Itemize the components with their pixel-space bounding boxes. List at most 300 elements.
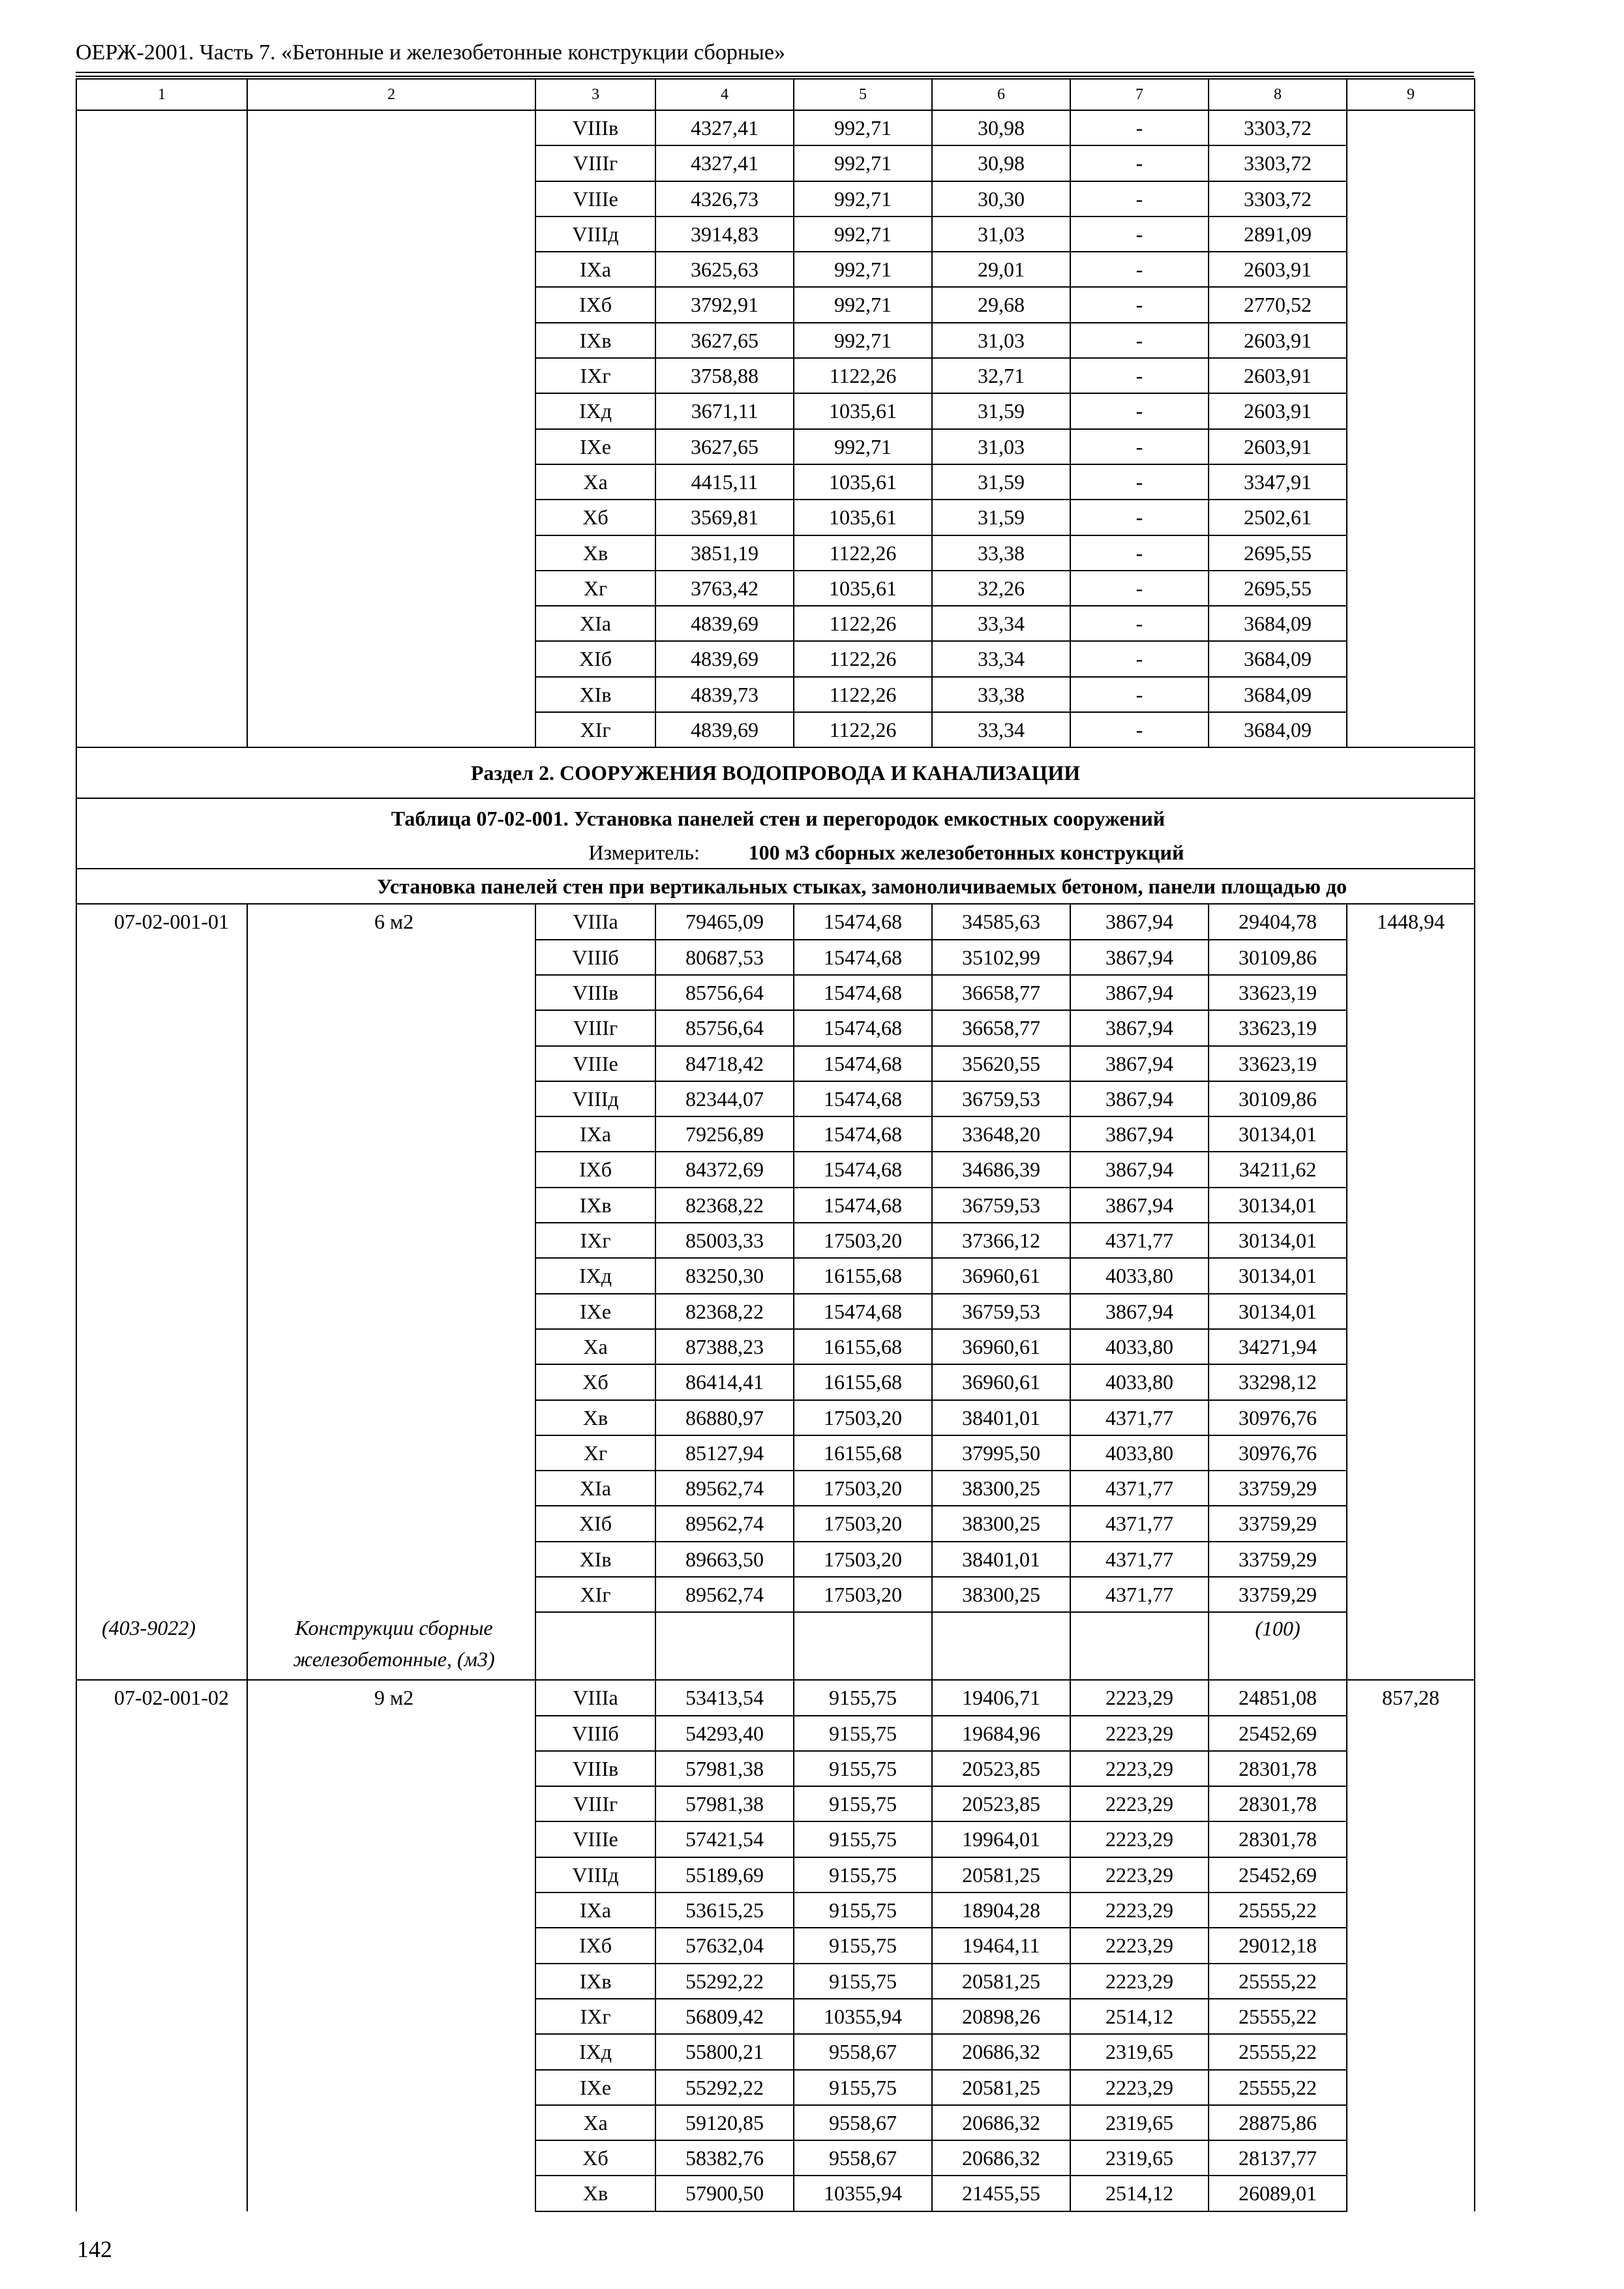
materials-cost-cell: 25452,69 (1209, 1716, 1347, 1751)
column-number-8: 8 (1209, 79, 1347, 110)
operator-wage-cell: 3867,94 (1070, 1010, 1209, 1045)
zone-cell: IXв (535, 1188, 655, 1223)
zone-cell: VIIIг (535, 1786, 655, 1821)
total-cost-cell: 89562,74 (655, 1577, 794, 1612)
machine-cost-cell: 20686,32 (932, 2140, 1070, 2176)
materials-cost-cell: 30134,01 (1209, 1223, 1347, 1258)
materials-cost-cell: 28875,86 (1209, 2105, 1347, 2140)
machine-cost-cell: 31,03 (932, 323, 1070, 358)
operator-wage-cell: 2223,29 (1070, 2070, 1209, 2105)
machine-cost-cell: 34585,63 (932, 904, 1070, 939)
labor-cost-cell: 17503,20 (794, 1223, 932, 1258)
materials-cost-cell: 28137,77 (1209, 2140, 1347, 2176)
zone-cell: IXд (535, 393, 655, 428)
operator-wage-cell: - (1070, 181, 1209, 217)
operator-wage-cell: 2223,29 (1070, 1964, 1209, 1999)
labor-cost-cell: 9558,67 (794, 2034, 932, 2069)
materials-cost-cell: 30134,01 (1209, 1188, 1347, 1223)
machine-cost-cell: 33,38 (932, 535, 1070, 571)
total-cost-cell: 86414,41 (655, 1364, 794, 1399)
page-number: 142 (77, 2236, 112, 2262)
empty-cell (535, 1612, 655, 1680)
zone-cell: VIIIа (535, 1680, 655, 1715)
operator-wage-cell: 4371,77 (1070, 1223, 1209, 1258)
rate-name: 9 м2 (247, 1680, 535, 2211)
total-cost-cell: 57981,38 (655, 1786, 794, 1821)
operator-wage-cell: - (1070, 464, 1209, 500)
zone-cell: VIIIб (535, 940, 655, 975)
labor-cost-cell: 17503,20 (794, 1506, 932, 1541)
materials-cost-cell: 30109,86 (1209, 940, 1347, 975)
machine-cost-cell: 20523,85 (932, 1751, 1070, 1786)
total-cost-cell: 55292,22 (655, 2070, 794, 2105)
price-table (76, 78, 1475, 2212)
materials-cost-cell: 3303,72 (1209, 110, 1347, 145)
labor-cost-cell: 9155,75 (794, 1751, 932, 1786)
total-cost-cell: 4326,73 (655, 181, 794, 217)
rate-code: 07-02-001-02 (76, 1680, 247, 2211)
meter-cell (76, 839, 1475, 869)
labor-cost-cell: 1122,26 (794, 535, 932, 571)
machine-cost-cell: 36658,77 (932, 975, 1070, 1010)
total-cost-cell: 58382,76 (655, 2140, 794, 2176)
labor-cost-cell: 1122,26 (794, 712, 932, 747)
zone-cell: VIIIб (535, 1716, 655, 1751)
operator-wage-cell: 4371,77 (1070, 1577, 1209, 1612)
operator-wage-cell: 3867,94 (1070, 1294, 1209, 1329)
empty-cell (794, 1612, 932, 1680)
zone-cell: IXг (535, 358, 655, 393)
empty-cell (655, 1612, 794, 1680)
materials-cost-cell: 3684,09 (1209, 677, 1347, 712)
labor-hours-cell (1347, 110, 1475, 747)
column-number-7: 7 (1070, 79, 1209, 110)
zone-cell: IXв (535, 323, 655, 358)
materials-cost-cell: 29404,78 (1209, 904, 1347, 939)
materials-cost-cell: 2891,09 (1209, 217, 1347, 252)
labor-cost-cell: 15474,68 (794, 1046, 932, 1081)
zone-cell: Xб (535, 2140, 655, 2176)
operator-wage-cell: - (1070, 677, 1209, 712)
labor-cost-cell: 992,71 (794, 110, 932, 145)
labor-cost-cell: 1035,61 (794, 393, 932, 428)
column-number-row (76, 79, 1475, 110)
operator-wage-cell: 4371,77 (1070, 1471, 1209, 1506)
total-cost-cell: 53615,25 (655, 1893, 794, 1928)
column-number-5: 5 (794, 79, 932, 110)
materials-cost-cell: 2695,55 (1209, 571, 1347, 606)
total-cost-cell: 84372,69 (655, 1152, 794, 1187)
machine-cost-cell: 33,34 (932, 712, 1070, 747)
operator-wage-cell: 3867,94 (1070, 1081, 1209, 1116)
labor-cost-cell: 992,71 (794, 252, 932, 287)
materials-cost-cell: 25555,22 (1209, 1999, 1347, 2034)
total-cost-cell: 3569,81 (655, 500, 794, 535)
materials-cost-cell: 25555,22 (1209, 1893, 1347, 1928)
machine-cost-cell: 32,71 (932, 358, 1070, 393)
total-cost-cell: 4839,69 (655, 641, 794, 676)
machine-cost-cell: 38401,01 (932, 1400, 1070, 1435)
empty-cell (932, 1612, 1070, 1680)
operator-wage-cell: - (1070, 110, 1209, 145)
machine-cost-cell: 36960,61 (932, 1258, 1070, 1293)
operator-wage-cell: - (1070, 393, 1209, 428)
materials-cost-cell: 25555,22 (1209, 2070, 1347, 2105)
total-cost-cell: 3627,65 (655, 323, 794, 358)
operator-wage-cell: - (1070, 712, 1209, 747)
total-cost-cell: 57981,38 (655, 1751, 794, 1786)
materials-cost-cell: 2603,91 (1209, 358, 1347, 393)
zone-cell: IXа (535, 1893, 655, 1928)
machine-cost-cell: 19684,96 (932, 1716, 1070, 1751)
zone-cell: IXд (535, 1258, 655, 1293)
materials-cost-cell: 33759,29 (1209, 1506, 1347, 1541)
total-cost-cell: 57632,04 (655, 1928, 794, 1963)
operator-wage-cell: 2223,29 (1070, 1928, 1209, 1963)
zone-cell: VIIIе (535, 1046, 655, 1081)
zone-cell: Xа (535, 2105, 655, 2140)
material-note-row (76, 1612, 1475, 1680)
total-cost-cell: 3671,11 (655, 393, 794, 428)
table-title-row (76, 798, 1475, 839)
labor-cost-cell: 15474,68 (794, 904, 932, 939)
operator-wage-cell: - (1070, 217, 1209, 252)
materials-cost-cell: 30976,76 (1209, 1435, 1347, 1471)
total-cost-cell: 3914,83 (655, 217, 794, 252)
machine-cost-cell: 20581,25 (932, 2070, 1070, 2105)
operator-wage-cell: 2319,65 (1070, 2105, 1209, 2140)
operator-wage-cell: 3867,94 (1070, 940, 1209, 975)
total-cost-cell: 82368,22 (655, 1294, 794, 1329)
name-cell (247, 110, 535, 747)
materials-cost-cell: 30134,01 (1209, 1258, 1347, 1293)
labor-cost-cell: 16155,68 (794, 1364, 932, 1399)
operator-wage-cell: 4033,80 (1070, 1258, 1209, 1293)
labor-cost-cell: 992,71 (794, 287, 932, 322)
machine-cost-cell: 18904,28 (932, 1893, 1070, 1928)
table-row (76, 904, 1475, 939)
materials-cost-cell: 28301,78 (1209, 1786, 1347, 1821)
zone-cell: VIIIв (535, 975, 655, 1010)
total-cost-cell: 86880,97 (655, 1400, 794, 1435)
machine-cost-cell: 19464,11 (932, 1928, 1070, 1963)
operator-wage-cell: - (1070, 429, 1209, 464)
total-cost-cell: 84718,42 (655, 1046, 794, 1081)
zone-cell: IXв (535, 1964, 655, 1999)
machine-cost-cell: 38401,01 (932, 1542, 1070, 1577)
materials-cost-cell: 34271,94 (1209, 1329, 1347, 1364)
materials-cost-cell: 33298,12 (1209, 1364, 1347, 1399)
total-cost-cell: 82368,22 (655, 1188, 794, 1223)
machine-cost-cell: 21455,55 (932, 2176, 1070, 2211)
labor-cost-cell: 9558,67 (794, 2105, 932, 2140)
header-rule-second (76, 76, 1474, 77)
zone-cell: XIв (535, 677, 655, 712)
zone-cell: Xг (535, 571, 655, 606)
zone-cell: VIIIв (535, 110, 655, 145)
materials-cost-cell: 3684,09 (1209, 606, 1347, 641)
total-cost-cell: 53413,54 (655, 1680, 794, 1715)
total-cost-cell: 4839,69 (655, 712, 794, 747)
total-cost-cell: 85756,64 (655, 975, 794, 1010)
labor-cost-cell: 1122,26 (794, 358, 932, 393)
labor-cost-cell: 10355,94 (794, 2176, 932, 2211)
machine-cost-cell: 36960,61 (932, 1329, 1070, 1364)
zone-cell: IXб (535, 1152, 655, 1187)
materials-cost-cell: 30109,86 (1209, 1081, 1347, 1116)
zone-cell: VIIIд (535, 1857, 655, 1893)
zone-cell: Xа (535, 1329, 655, 1364)
machine-cost-cell: 36759,53 (932, 1081, 1070, 1116)
operator-wage-cell: 2514,12 (1070, 1999, 1209, 2034)
machine-cost-cell: 20898,26 (932, 1999, 1070, 2034)
total-cost-cell: 82344,07 (655, 1081, 794, 1116)
zone-cell: XIа (535, 1471, 655, 1506)
operator-wage-cell: 3867,94 (1070, 975, 1209, 1010)
operator-wage-cell: 2223,29 (1070, 1857, 1209, 1893)
table-row (76, 110, 1475, 145)
materials-cost-cell: 2770,52 (1209, 287, 1347, 322)
machine-cost-cell: 30,98 (932, 110, 1070, 145)
labor-cost-cell: 9155,75 (794, 1964, 932, 1999)
material-quantity: (100) (1209, 1612, 1347, 1680)
material-code: (403-9022) (76, 1612, 247, 1680)
materials-cost-cell: 25555,22 (1209, 2034, 1347, 2069)
labor-hours-cell: 857,28 (1347, 1680, 1475, 2211)
labor-cost-cell: 16155,68 (794, 1329, 932, 1364)
labor-cost-cell: 17503,20 (794, 1542, 932, 1577)
zone-cell: VIIIг (535, 145, 655, 181)
machine-cost-cell: 37366,12 (932, 1223, 1070, 1258)
total-cost-cell: 4839,69 (655, 606, 794, 641)
materials-cost-cell: 34211,62 (1209, 1152, 1347, 1187)
machine-cost-cell: 33,34 (932, 606, 1070, 641)
labor-cost-cell: 1122,26 (794, 677, 932, 712)
total-cost-cell: 89663,50 (655, 1542, 794, 1577)
total-cost-cell: 89562,74 (655, 1506, 794, 1541)
materials-cost-cell: 33623,19 (1209, 1046, 1347, 1081)
zone-cell: IXа (535, 252, 655, 287)
zone-cell: VIIIе (535, 181, 655, 217)
material-name: Конструкции сборные железобетонные, (м3) (247, 1612, 535, 1680)
zone-cell: XIг (535, 1577, 655, 1612)
zone-cell: Xа (535, 464, 655, 500)
meter-label: Измеритель: (588, 841, 700, 865)
machine-cost-cell: 35620,55 (932, 1046, 1070, 1081)
operator-wage-cell: - (1070, 145, 1209, 181)
rate-name: 6 м2 (247, 904, 535, 1612)
operator-wage-cell: - (1070, 535, 1209, 571)
machine-cost-cell: 36759,53 (932, 1188, 1070, 1223)
materials-cost-cell: 2695,55 (1209, 535, 1347, 571)
machine-cost-cell: 20581,25 (932, 1857, 1070, 1893)
total-cost-cell: 3627,65 (655, 429, 794, 464)
labor-cost-cell: 9155,75 (794, 1716, 932, 1751)
labor-cost-cell: 992,71 (794, 323, 932, 358)
zone-cell: VIIIе (535, 1821, 655, 1857)
materials-cost-cell: 26089,01 (1209, 2176, 1347, 2211)
labor-cost-cell: 9155,75 (794, 1928, 932, 1963)
labor-cost-cell: 992,71 (794, 145, 932, 181)
labor-cost-cell: 15474,68 (794, 1010, 932, 1045)
materials-cost-cell: 25452,69 (1209, 1857, 1347, 1893)
zone-cell: IXг (535, 1999, 655, 2034)
machine-cost-cell: 33,38 (932, 677, 1070, 712)
total-cost-cell: 57421,54 (655, 1821, 794, 1857)
section-title: Раздел 2. СООРУЖЕНИЯ ВОДОПРОВОДА И КАНАЛИЗАЦИИ (76, 747, 1475, 798)
zone-cell: IXб (535, 1928, 655, 1963)
total-cost-cell: 3625,63 (655, 252, 794, 287)
labor-cost-cell: 16155,68 (794, 1258, 932, 1293)
labor-cost-cell: 992,71 (794, 217, 932, 252)
zone-cell: Xв (535, 1400, 655, 1435)
zone-cell: IXе (535, 1294, 655, 1329)
machine-cost-cell: 20686,32 (932, 2034, 1070, 2069)
total-cost-cell: 87388,23 (655, 1329, 794, 1364)
operator-wage-cell: - (1070, 252, 1209, 287)
operator-wage-cell: 2223,29 (1070, 1716, 1209, 1751)
machine-cost-cell: 31,03 (932, 217, 1070, 252)
machine-cost-cell: 35102,99 (932, 940, 1070, 975)
column-number-2: 2 (247, 79, 535, 110)
materials-cost-cell: 28301,78 (1209, 1821, 1347, 1857)
code-cell (76, 110, 247, 747)
machine-cost-cell: 29,68 (932, 287, 1070, 322)
materials-cost-cell: 33759,29 (1209, 1542, 1347, 1577)
table-subtitle-row (76, 869, 1475, 904)
labor-cost-cell: 15474,68 (794, 940, 932, 975)
materials-cost-cell: 30134,01 (1209, 1294, 1347, 1329)
machine-cost-cell: 38300,25 (932, 1577, 1070, 1612)
labor-cost-cell: 15474,68 (794, 1116, 932, 1152)
operator-wage-cell: - (1070, 358, 1209, 393)
machine-cost-cell: 33648,20 (932, 1116, 1070, 1152)
operator-wage-cell: 2223,29 (1070, 1680, 1209, 1715)
labor-cost-cell: 10355,94 (794, 1999, 932, 2034)
operator-wage-cell: - (1070, 571, 1209, 606)
total-cost-cell: 85003,33 (655, 1223, 794, 1258)
zone-cell: VIIIд (535, 217, 655, 252)
labor-cost-cell: 9155,75 (794, 1786, 932, 1821)
operator-wage-cell: 4033,80 (1070, 1435, 1209, 1471)
operator-wage-cell: - (1070, 606, 1209, 641)
table-subtitle: Установка панелей стен при вертикальных стыках, замоноличиваемых бетоном, панели площадью до (76, 869, 1475, 904)
labor-cost-cell: 1122,26 (794, 606, 932, 641)
zone-cell: Xб (535, 1364, 655, 1399)
operator-wage-cell: 2319,65 (1070, 2034, 1209, 2069)
zone-cell: VIIIв (535, 1751, 655, 1786)
labor-cost-cell: 15474,68 (794, 975, 932, 1010)
machine-cost-cell: 30,98 (932, 145, 1070, 181)
labor-hours-cell: 1448,94 (1347, 904, 1475, 1680)
operator-wage-cell: 3867,94 (1070, 1116, 1209, 1152)
column-number-9: 9 (1347, 79, 1475, 110)
machine-cost-cell: 32,26 (932, 571, 1070, 606)
empty-cell (1070, 1612, 1209, 1680)
table-row (76, 1680, 1475, 1715)
zone-cell: Xб (535, 500, 655, 535)
machine-cost-cell: 20686,32 (932, 2105, 1070, 2140)
operator-wage-cell: 4371,77 (1070, 1542, 1209, 1577)
total-cost-cell: 4327,41 (655, 110, 794, 145)
section-title-row (76, 747, 1475, 798)
total-cost-cell: 80687,53 (655, 940, 794, 975)
total-cost-cell: 79465,09 (655, 904, 794, 939)
labor-cost-cell: 15474,68 (794, 1188, 932, 1223)
operator-wage-cell: 2223,29 (1070, 1786, 1209, 1821)
machine-cost-cell: 37995,50 (932, 1435, 1070, 1471)
zone-cell: Xв (535, 535, 655, 571)
operator-wage-cell: 2223,29 (1070, 1751, 1209, 1786)
materials-cost-cell: 33623,19 (1209, 1010, 1347, 1045)
operator-wage-cell: 3867,94 (1070, 1188, 1209, 1223)
machine-cost-cell: 30,30 (932, 181, 1070, 217)
labor-cost-cell: 17503,20 (794, 1577, 932, 1612)
column-number-3: 3 (535, 79, 655, 110)
meter-value: 100 м3 сборных железобетонных конструкций (748, 841, 1184, 865)
total-cost-cell: 79256,89 (655, 1116, 794, 1152)
zone-cell: IXе (535, 2070, 655, 2105)
operator-wage-cell: 4371,77 (1070, 1506, 1209, 1541)
operator-wage-cell: - (1070, 641, 1209, 676)
total-cost-cell: 55800,21 (655, 2034, 794, 2069)
labor-cost-cell: 15474,68 (794, 1152, 932, 1187)
labor-cost-cell: 9155,75 (794, 1893, 932, 1928)
zone-cell: IXд (535, 2034, 655, 2069)
operator-wage-cell: 2514,12 (1070, 2176, 1209, 2211)
labor-cost-cell: 1035,61 (794, 500, 932, 535)
labor-cost-cell: 9155,75 (794, 1857, 932, 1893)
machine-cost-cell: 29,01 (932, 252, 1070, 287)
zone-cell: Xв (535, 2176, 655, 2211)
total-cost-cell: 3851,19 (655, 535, 794, 571)
labor-cost-cell: 9558,67 (794, 2140, 932, 2176)
labor-cost-cell: 992,71 (794, 181, 932, 217)
machine-cost-cell: 31,59 (932, 393, 1070, 428)
operator-wage-cell: - (1070, 323, 1209, 358)
labor-cost-cell: 1035,61 (794, 571, 932, 606)
operator-wage-cell: 3867,94 (1070, 904, 1209, 939)
labor-cost-cell: 1035,61 (794, 464, 932, 500)
materials-cost-cell: 25555,22 (1209, 1964, 1347, 1999)
zone-cell: XIг (535, 712, 655, 747)
labor-cost-cell: 9155,75 (794, 1680, 932, 1715)
labor-cost-cell: 15474,68 (794, 1294, 932, 1329)
machine-cost-cell: 36960,61 (932, 1364, 1070, 1399)
materials-cost-cell: 29012,18 (1209, 1928, 1347, 1963)
labor-cost-cell: 992,71 (794, 429, 932, 464)
rate-code: 07-02-001-01 (76, 904, 247, 1612)
operator-wage-cell: 4033,80 (1070, 1329, 1209, 1364)
machine-cost-cell: 36658,77 (932, 1010, 1070, 1045)
materials-cost-cell: 30976,76 (1209, 1400, 1347, 1435)
total-cost-cell: 56809,42 (655, 1999, 794, 2034)
labor-cost-cell: 17503,20 (794, 1471, 932, 1506)
zone-cell: XIв (535, 1542, 655, 1577)
machine-cost-cell: 38300,25 (932, 1506, 1070, 1541)
operator-wage-cell: 4033,80 (1070, 1364, 1209, 1399)
meter-row (76, 839, 1475, 869)
labor-cost-cell: 9155,75 (794, 2070, 932, 2105)
materials-cost-cell: 24851,08 (1209, 1680, 1347, 1715)
zone-cell: IXе (535, 429, 655, 464)
document-header: ОЕРЖ-2001. Часть 7. «Бетонные и железобетонные конструкции сборные» (76, 40, 785, 65)
materials-cost-cell: 33759,29 (1209, 1471, 1347, 1506)
materials-cost-cell: 2603,91 (1209, 252, 1347, 287)
operator-wage-cell: 3867,94 (1070, 1152, 1209, 1187)
column-number-1: 1 (76, 79, 247, 110)
operator-wage-cell: 2223,29 (1070, 1893, 1209, 1928)
